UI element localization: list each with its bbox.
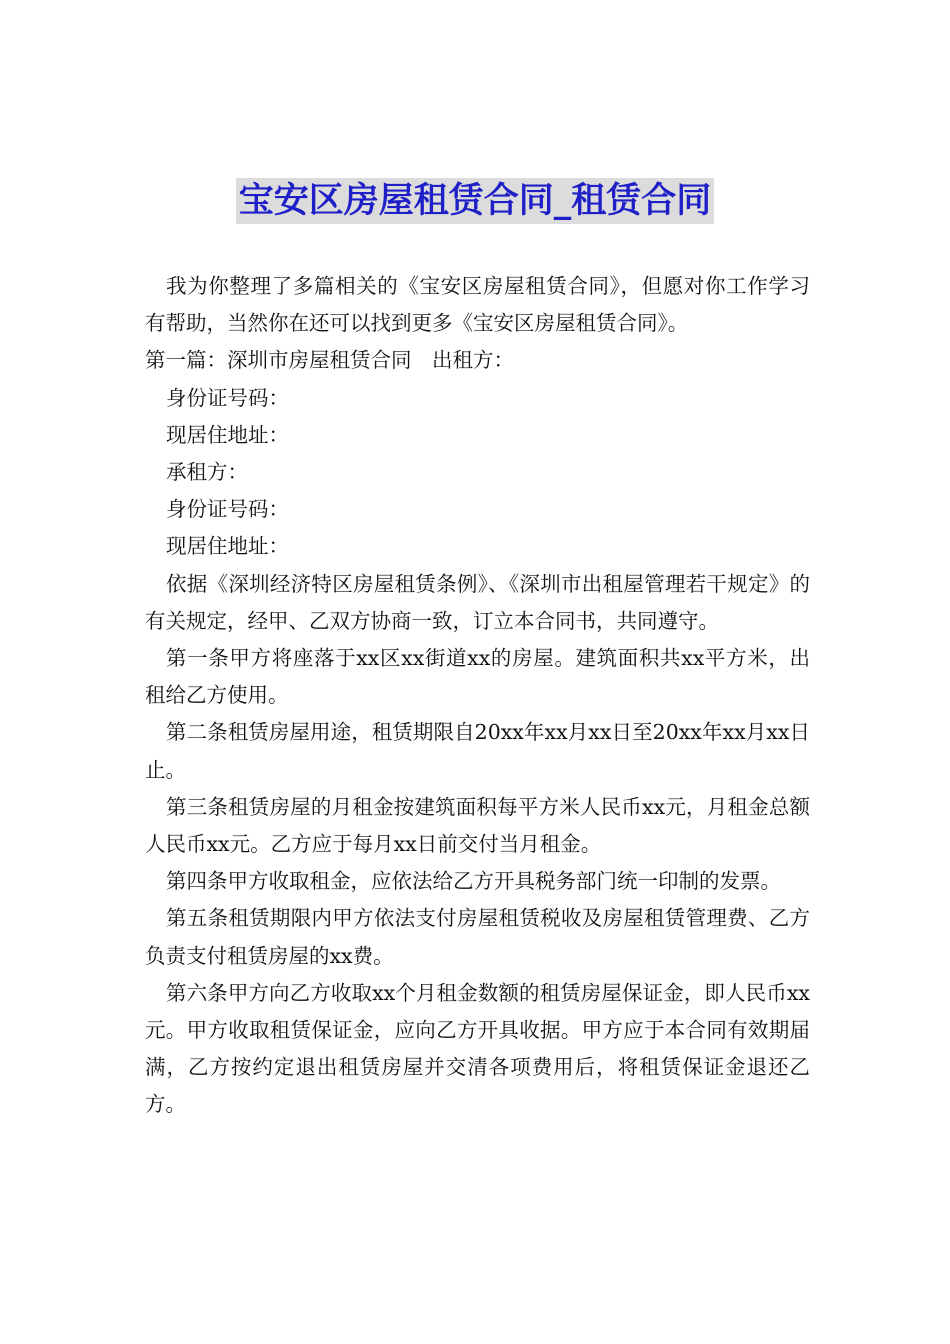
- title-container: [0, 178, 950, 224]
- paragraph-article-4: 第四条甲方收取租金，应依法给乙方开具税务部门统一印制的发票。: [166, 869, 781, 894]
- paragraph-article-6: 第六条甲方向乙方收取xx个月租金数额的租赁房屋保证金，即人民币xx元。甲方收取租赁保证金，应向乙方开具收据。甲方应于本合同有效期届满，乙方按约定退出租赁房屋并交清各项费用后，将租赁保证金退还乙方。: [145, 980, 810, 1117]
- paragraph-lessee-id: 身份证号码：: [166, 497, 289, 522]
- paragraph-intro: 我为你整理了多篇相关的《宝安区房屋租赁合同》，但愿对你工作学习有帮助，当然你在还可以找到更多《宝安区房屋租赁合同》。: [145, 274, 810, 336]
- paragraph-article-2: 第二条租赁房屋用途，租赁期限自20xx年xx月xx日至20xx年xx月xx日止。: [145, 720, 810, 782]
- paragraph-lessor-id: 身份证号码：: [166, 385, 289, 410]
- paragraph-lessee: 承租方：: [166, 460, 248, 485]
- paragraph-article-3: 第三条租赁房屋的月租金按建筑面积每平方米人民币xx元，月租金总额人民币xx元。乙方应于每月xx日前交付当月租金。: [145, 794, 810, 857]
- document-body: [145, 268, 810, 1124]
- paragraph-lessee-address: 现居住地址：: [166, 534, 289, 559]
- paragraph-lessor-address: 现居住地址：: [166, 422, 289, 447]
- paragraph-legal-basis: 依据《深圳经济特区房屋租赁条例》、《深圳市出租屋管理若干规定》的有关规定，经甲、乙双方协商一致，订立本合同书，共同遵守。: [145, 571, 810, 633]
- document-title: 宝安区房屋租赁合同_租赁合同: [236, 178, 715, 224]
- paragraph-article-1: 第一条甲方将座落于xx区xx街道xx的房屋。建筑面积共xx平方米，出租给乙方使用。: [145, 646, 810, 708]
- paragraph-chapter-one-heading: 第一篇：深圳市房屋租赁合同 出租方：: [145, 348, 514, 373]
- paragraph-article-5: 第五条租赁期限内甲方依法支付房屋租赁税收及房屋租赁管理费、乙方负责支付租赁房屋的xx费。: [145, 906, 810, 968]
